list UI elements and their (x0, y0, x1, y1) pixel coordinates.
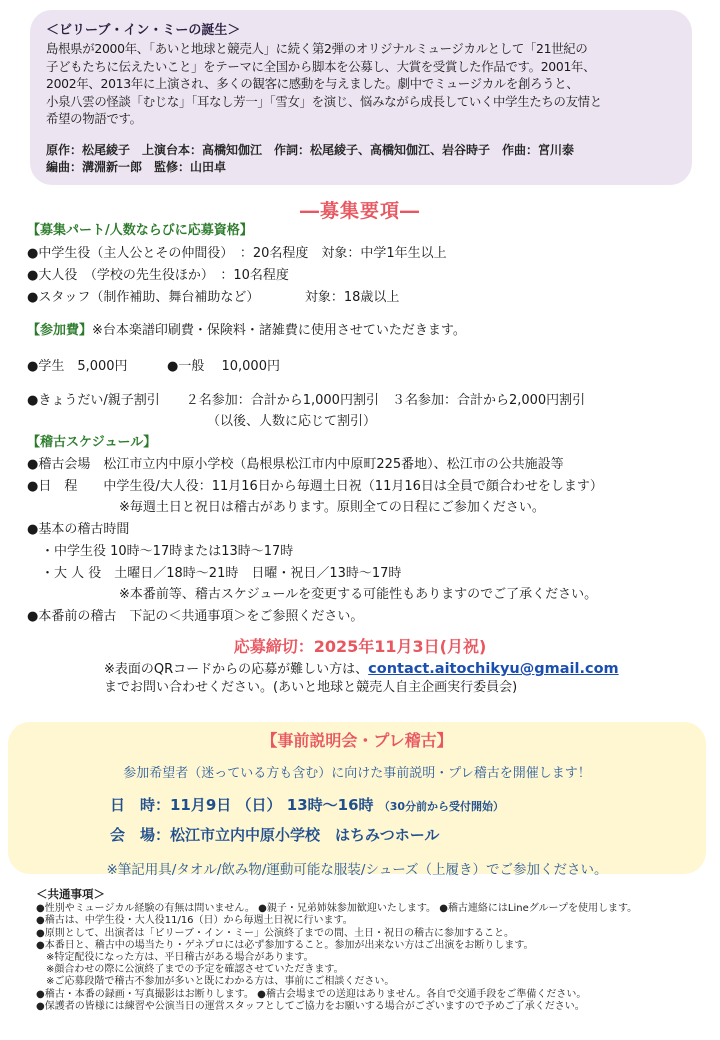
schedule-junior: ・中学生役 10時～17時または13時～17時 (41, 544, 294, 559)
pre-session-lead: 参加希望者（迷っている方も含む）に向けた事前説明・プレ稽古を開催します！ (123, 766, 591, 781)
part-item: ●スタッフ（制作補助、舞台補助など） 対象：18歳以上 (27, 290, 400, 305)
pre-session-date-note: （30分前から受付開始） (378, 800, 505, 813)
common-line: ●稽古・本番の録画・写真撮影はお断りします。 ●稽古会場までの送迎はありません。各自で交通手段をご準備ください。 (36, 988, 587, 1000)
intro-line: 2002年、2013年に上演され、多くの観客に感動を与えました。劇中でミュージカルを創ろうと、 (46, 76, 579, 92)
fee-heading: 【参加費】 (27, 323, 93, 338)
intro-line: 希望の物語です。 (46, 111, 142, 127)
part-item: ●中学生役（主人公とその仲間役） ：20名程度 対象：中学1年生以上 (27, 246, 447, 261)
intro-line: 小泉八雲の怪談「むじな」「耳なし芳一」「雪女」を演じ、悩みながら成長していく中学生たちの友情と (46, 93, 602, 109)
schedule-before-show: ●本番前の稽古 下記の＜共通事項＞をご参照ください。 (27, 609, 364, 624)
common-line: ※顔合わせの際に公演終了までの予定を確認させていただきます。 (36, 964, 344, 976)
fee-discount: ●きょうだい/親子割引 ２名参加：合計から1,000円割引 ３名参加：合計から2,000円割引 (27, 393, 586, 408)
common-heading: ＜共通事項＞ (36, 887, 105, 901)
schedule-basic-heading: ●基本の稽古時間 (27, 522, 130, 537)
schedule-venue: ●稽古会場 松江市立内中原小学校（島根県松江市内中原町225番地）、松江市の公共施設等 (27, 457, 564, 472)
schedule-change-note: ※本番前等、稽古スケジュールを変更する可能性もありますのでご了承ください。 (119, 587, 598, 602)
credits-line: 編曲：溝淵新一郎 監修：山田卓 (46, 159, 227, 174)
common-line: ●原則として、出演者は「ビリーブ・イン・ミー」公演終了までの間、土日・祝日の稽古に参加すること。 (36, 927, 515, 939)
pre-session-box (8, 722, 706, 878)
common-line: ●本番日と、稽古中の場当たり・ゲネプロには必ず参加すること。参加が出来ない方はご出演をお断りします。 (36, 939, 534, 951)
contact-prefix: ※表面のQRコードからの応募が難しい方は、 (104, 662, 369, 677)
intro-line: 子どもたちに伝えたいこと」をテーマに全国から脚本を公募し、大賞を受賞した作品です。2001年、 (46, 58, 596, 74)
credits (46, 142, 678, 176)
fee-general: ●一般 10,000円 (167, 359, 280, 374)
application-deadline: 応募締切：2025年11月3日(月祝) (233, 637, 487, 656)
part-item: ●大人役 （学校の先生役ほか） ：10名程度 (27, 268, 289, 283)
common-line: ※ご応募段階で稽古不参加が多いと既にわかる方は、事前にご相談ください。 (36, 976, 395, 988)
intro-body (46, 40, 678, 128)
credits-line: 原作：松尾綾子 上演台本：高橋知伽江 作詞：松尾綾子、高橋知伽江、岩谷時子 作曲：宮川泰 (46, 142, 575, 157)
pre-session-venue: 会 場：松江市立内中原小学校 はちみつホール (110, 826, 440, 844)
common-notes (36, 888, 706, 1013)
contact-suffix: までお問い合わせください。(あいと地球と競売人自主企画実行委員会) (104, 680, 518, 695)
fee-student: ●学生 5,000円 (27, 359, 128, 374)
fee-note: ※台本楽譜印刷費・保険料・諸雑費に使用させていただきます。 (92, 323, 466, 338)
schedule-dates: ●日 程 中学生役/大人役：11月16日から毎週土日祝（11月16日は全員で顔合わせをします） (27, 479, 603, 494)
pre-session-date-text: 日 時：11月9日 （日） 13時～16時 (110, 796, 374, 814)
schedule-adult: ・大 人 役 土曜日／18時～21時 日曜・祝日／13時～17時 (41, 566, 402, 581)
fee-discount-sub: （以後、人数に応じて割引） (207, 414, 377, 429)
contact-note (104, 660, 619, 697)
pre-session-title: 【事前説明会・プレ稽古】 (261, 731, 453, 750)
common-line: ●性別やミュージカル経験の有無は問いません。 ●親子・兄弟姉妹参加歓迎いたします。 ●稽古連絡にはLineグループを使用します。 (36, 903, 638, 915)
intro-line: 島根県が2000年、「あいと地球と競売人」に続く第2弾のオリジナルミュージカルとして「21世紀の (46, 41, 588, 56)
intro-heading: ＜ビリーブ・イン・ミーの誕生＞ (46, 23, 241, 38)
parts-heading: 【募集パート/人数ならびに応募資格】 (27, 223, 253, 238)
common-line: ●稽古は、中学生役・大人役11/16（日）から毎週土日祝に行います。 (36, 915, 353, 927)
recruit-title: ―募集要項― (299, 200, 420, 222)
intro-box (30, 10, 692, 185)
pre-session-date (110, 794, 504, 815)
common-line: ●保護者の皆様には練習や公演当日の運営スタッフとしてご協力をお願いする場合がございますので予めご了承ください。 (36, 1000, 585, 1012)
contact-email-link[interactable]: contact.aitochikyu@gmail.com (368, 661, 619, 677)
schedule-heading: 【稽古スケジュール】 (27, 435, 157, 450)
fee-row (27, 322, 466, 340)
schedule-dates-note: ※毎週土日と祝日は稽古があります。原則全ての日程にご参加ください。 (119, 500, 545, 515)
common-line: ※特定配役になった方は、平日稽古がある場合があります。 (36, 952, 314, 964)
pre-session-items: ※筆記用具/タオル/飲み物/運動可能な服装/シューズ（上履き）でご参加ください。 (106, 862, 608, 878)
